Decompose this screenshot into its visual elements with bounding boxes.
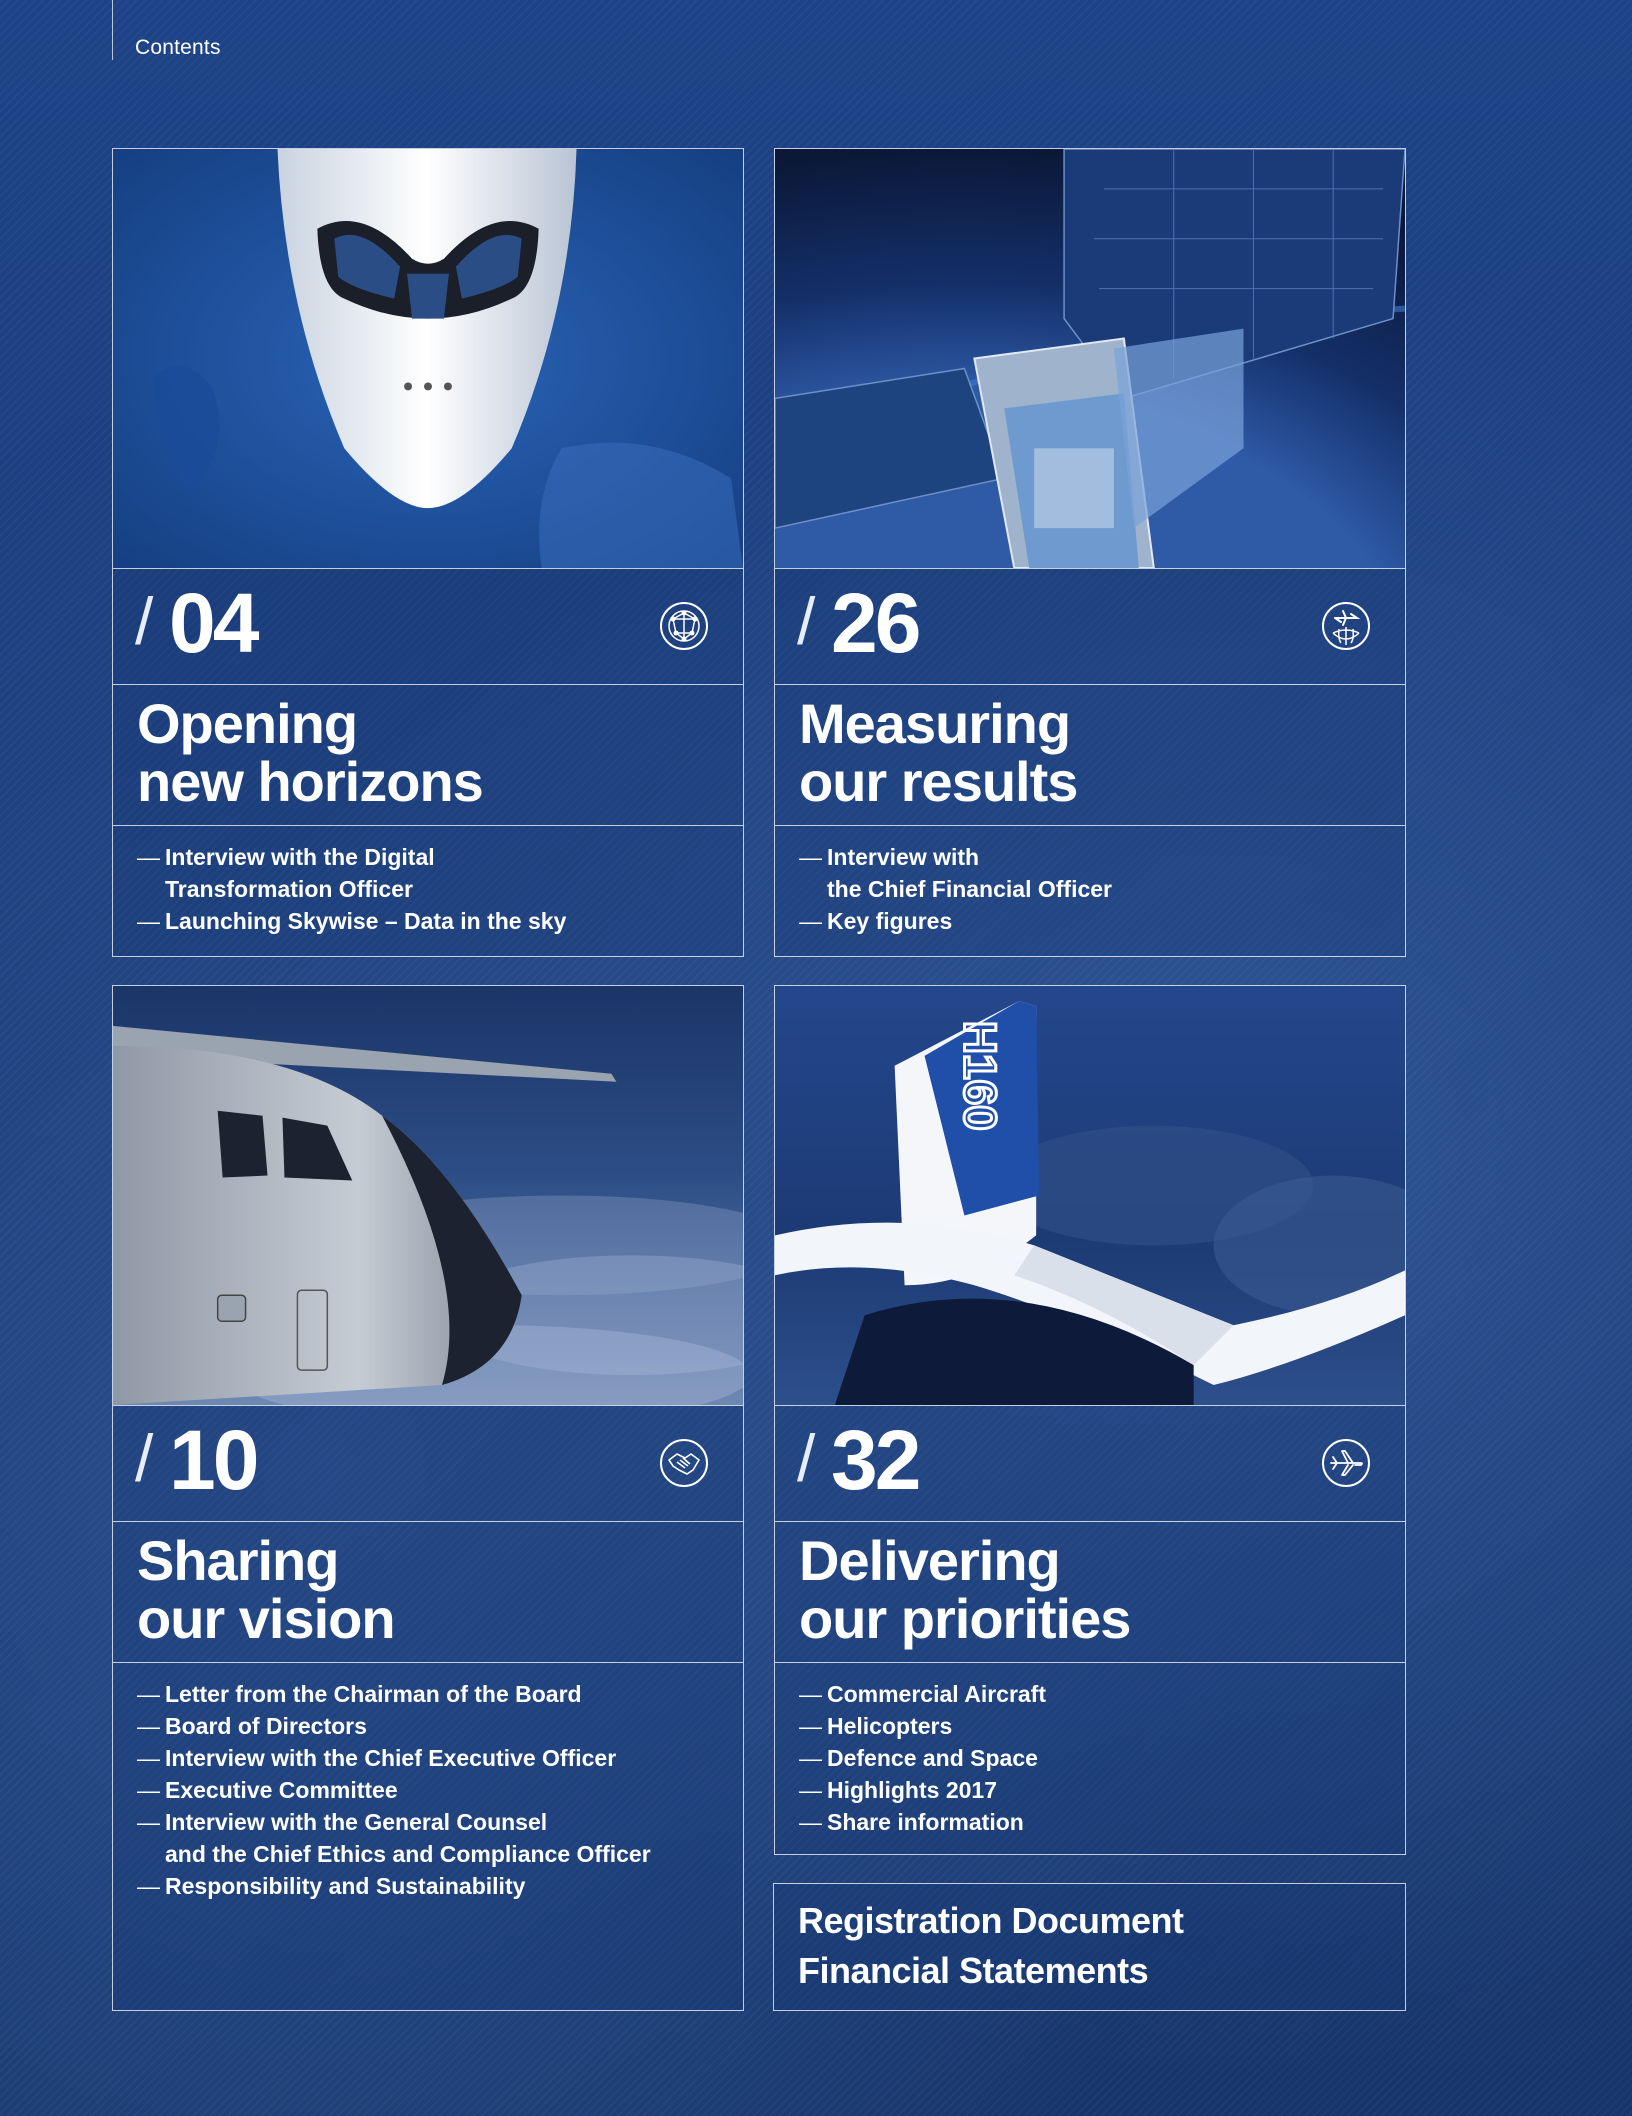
title-line-1: Opening [137, 692, 358, 755]
section-title [799, 692, 1078, 813]
section-items [137, 1678, 651, 1902]
section-number-row [113, 569, 743, 685]
list-item[interactable]: — Share information [799, 1806, 1046, 1838]
list-item[interactable]: — Helicopters [799, 1710, 1046, 1742]
title-line-2: new horizons [137, 750, 483, 813]
airplane-icon [1321, 1438, 1371, 1488]
list-item[interactable]: — Interview with the Digital Transformation Officer [137, 841, 566, 905]
title-line-2: our results [799, 750, 1078, 813]
list-item[interactable]: — Board of Directors [137, 1710, 651, 1742]
aircraft-cockpit-photo [113, 986, 743, 1406]
aircraft-nose-photo [113, 149, 743, 569]
title-line-2: our vision [137, 1587, 395, 1650]
section-title [799, 1529, 1131, 1650]
list-item[interactable]: — Interview with the Chief Executive Officer [137, 1742, 651, 1774]
title-divider [113, 1662, 743, 1663]
section-title [137, 1529, 395, 1650]
title-line-1: Delivering [799, 1529, 1060, 1592]
section-number: 32 [831, 1413, 919, 1507]
svg-text:H160: H160 [954, 1020, 1007, 1131]
slash-mark: / [135, 1421, 154, 1495]
helicopter-tail-photo [775, 986, 1405, 1406]
section-number: 10 [169, 1413, 257, 1507]
section-card-delivering-our-priorities[interactable] [774, 985, 1406, 1855]
financial-statements-link[interactable]: Financial Statements [798, 1950, 1149, 1991]
globe-network-icon [659, 601, 709, 651]
list-item[interactable]: — Interview with the Chief Financial Officer [799, 841, 1112, 905]
title-line-2: our priorities [799, 1587, 1131, 1650]
section-items [799, 1678, 1046, 1838]
list-item[interactable]: — Highlights 2017 [799, 1774, 1046, 1806]
satellite-photo [775, 149, 1405, 569]
section-card-measuring-our-results[interactable] [774, 148, 1406, 957]
registration-document-link[interactable]: Registration Document [798, 1900, 1184, 1941]
section-number-row [775, 1406, 1405, 1522]
title-line-1: Sharing [137, 1529, 339, 1592]
list-item[interactable]: — Defence and Space [799, 1742, 1046, 1774]
section-number-row [775, 569, 1405, 685]
section-number: 04 [169, 576, 257, 670]
list-item[interactable]: — Responsibility and Sustainability [137, 1870, 651, 1902]
header-rule [112, 0, 113, 60]
list-item[interactable]: — Executive Committee [137, 1774, 651, 1806]
section-card-opening-new-horizons[interactable] [112, 148, 744, 957]
title-divider [775, 1662, 1405, 1663]
documents-box [773, 1883, 1406, 2011]
title-line-1: Measuring [799, 692, 1071, 755]
title-divider [113, 825, 743, 826]
list-item[interactable]: — Interview with the General Counsel and the Chief Ethics and Compliance Officer [137, 1806, 651, 1870]
slash-mark: / [135, 584, 154, 658]
list-item[interactable]: — Commercial Aircraft [799, 1678, 1046, 1710]
section-card-sharing-our-vision[interactable] [112, 985, 744, 2011]
list-item[interactable]: — Key figures [799, 905, 1112, 937]
list-item[interactable]: — Launching Skywise – Data in the sky [137, 905, 566, 937]
section-items [799, 841, 1112, 937]
page-label: Contents [135, 36, 221, 59]
slash-mark: / [797, 1421, 816, 1495]
section-number: 26 [831, 576, 919, 670]
handshake-icon [659, 1438, 709, 1488]
slash-mark: / [797, 584, 816, 658]
section-title [137, 692, 483, 813]
title-divider [775, 825, 1405, 826]
list-item[interactable]: — Letter from the Chairman of the Board [137, 1678, 651, 1710]
section-number-row [113, 1406, 743, 1522]
globe-plane-icon [1321, 601, 1371, 651]
section-items [137, 841, 566, 937]
